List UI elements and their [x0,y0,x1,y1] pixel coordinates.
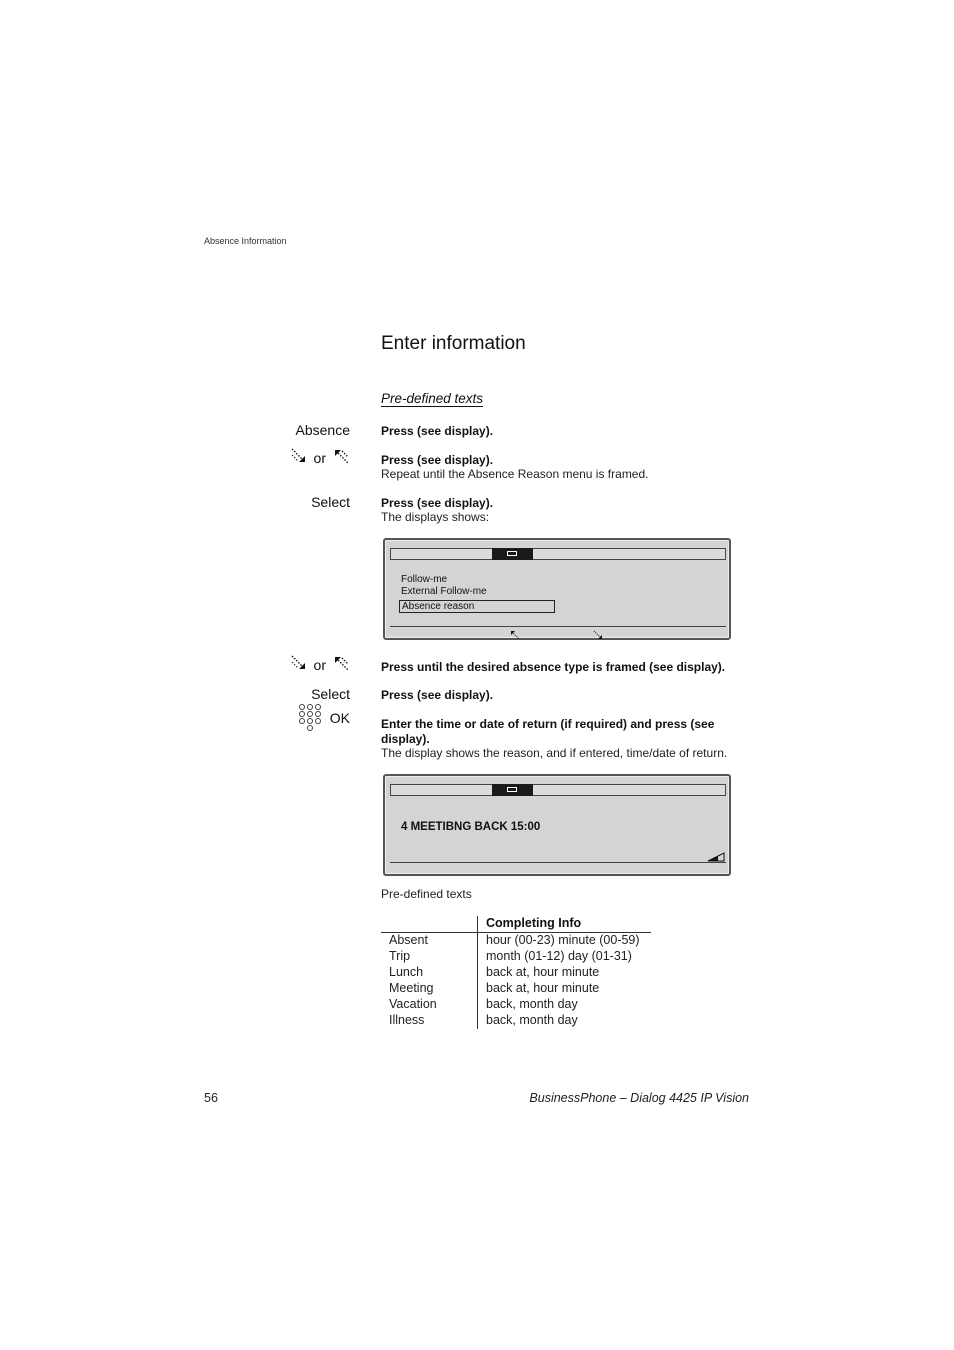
step6-instruction-line2: display). [381,732,430,746]
info-cell: back at, hour minute [478,965,652,981]
scroll-down-icon [593,627,603,645]
reason-cell: Trip [389,949,411,963]
signal-icon [707,849,725,867]
arrow-down-right-icon [290,447,308,468]
info-cell: hour (00-23) minute (00-59) [478,933,652,950]
step3-note: The displays shows: [381,510,490,524]
display-divider [390,862,726,863]
ok-key-label: OK [329,709,350,726]
display-absence-text: 4 MEETIBNG BACK 15:00 [401,821,541,833]
menu-item-follow-me: Follow-me [401,574,448,585]
display-status-bar [390,548,726,560]
step4-instruction: Press until the desired absence type is framed (see display). [381,660,726,674]
display-divider [390,626,726,627]
section-header: Absence Information [204,236,287,246]
reason-cell: Meeting [389,981,434,995]
or-text: or [313,449,326,466]
arrow-up-left-icon [332,447,350,468]
predefined-texts-table [381,916,651,1029]
keypad-ok-keys [299,704,350,731]
table-header-cell [381,916,478,933]
arrow-up-left-icon [332,654,350,675]
reason-cell: Vacation [389,997,437,1011]
arrow-down-right-icon [290,654,308,675]
step5-instruction: Press (see display). [381,688,494,702]
step2-instruction: Press (see display). [381,453,494,467]
info-cell: back, month day [478,1013,652,1029]
navigation-keys-2 [290,654,350,675]
page-title: Enter information [381,333,526,354]
phone-display-menu [383,538,731,640]
menu-item-absence-reason: Absence reason [399,600,555,613]
table-header-cell: Completing Info [478,916,652,933]
info-cell: month (01-12) day (01-31) [478,949,652,965]
table-row [381,965,651,981]
display-tab-icon [492,548,533,560]
phone-display-result [383,774,731,876]
step1-instruction: Press (see display). [381,424,494,438]
reason-cell: Illness [389,1013,425,1027]
reason-cell: Absent [389,933,428,947]
display-status-bar [390,784,726,796]
table-row [381,933,651,950]
absence-key-label: Absence [295,422,350,438]
step6-note: The display shows the reason, and if entered, time/date of return. [381,746,728,760]
reason-cell: Lunch [389,965,424,979]
step2-note: Repeat until the Absence Reason menu is framed. [381,467,649,481]
table-row [381,949,651,965]
section-subtitle: Pre-defined texts [381,391,484,406]
info-cell: back, month day [478,997,652,1013]
menu-item-external-follow-me: External Follow-me [401,586,487,597]
info-cell: back at, hour minute [478,981,652,997]
or-text: or [313,656,326,673]
footer-title: BusinessPhone – Dialog 4425 IP Vision [529,1091,749,1105]
table-row [381,1013,651,1029]
page-number: 56 [204,1091,218,1105]
table-caption: Pre-defined texts [381,887,472,901]
table-header-row [381,916,651,933]
select-key-label: Select [311,494,350,510]
navigation-keys [290,447,350,468]
step3-instruction: Press (see display). [381,496,494,510]
table-row [381,997,651,1013]
table-row [381,981,651,997]
display-tab-icon [492,784,533,796]
keypad-icon [299,704,322,731]
select-key-label-2: Select [311,686,350,702]
scroll-up-icon [510,627,520,645]
step6-instruction-line1: Enter the time or date of return (if required) and press (see [381,717,715,731]
